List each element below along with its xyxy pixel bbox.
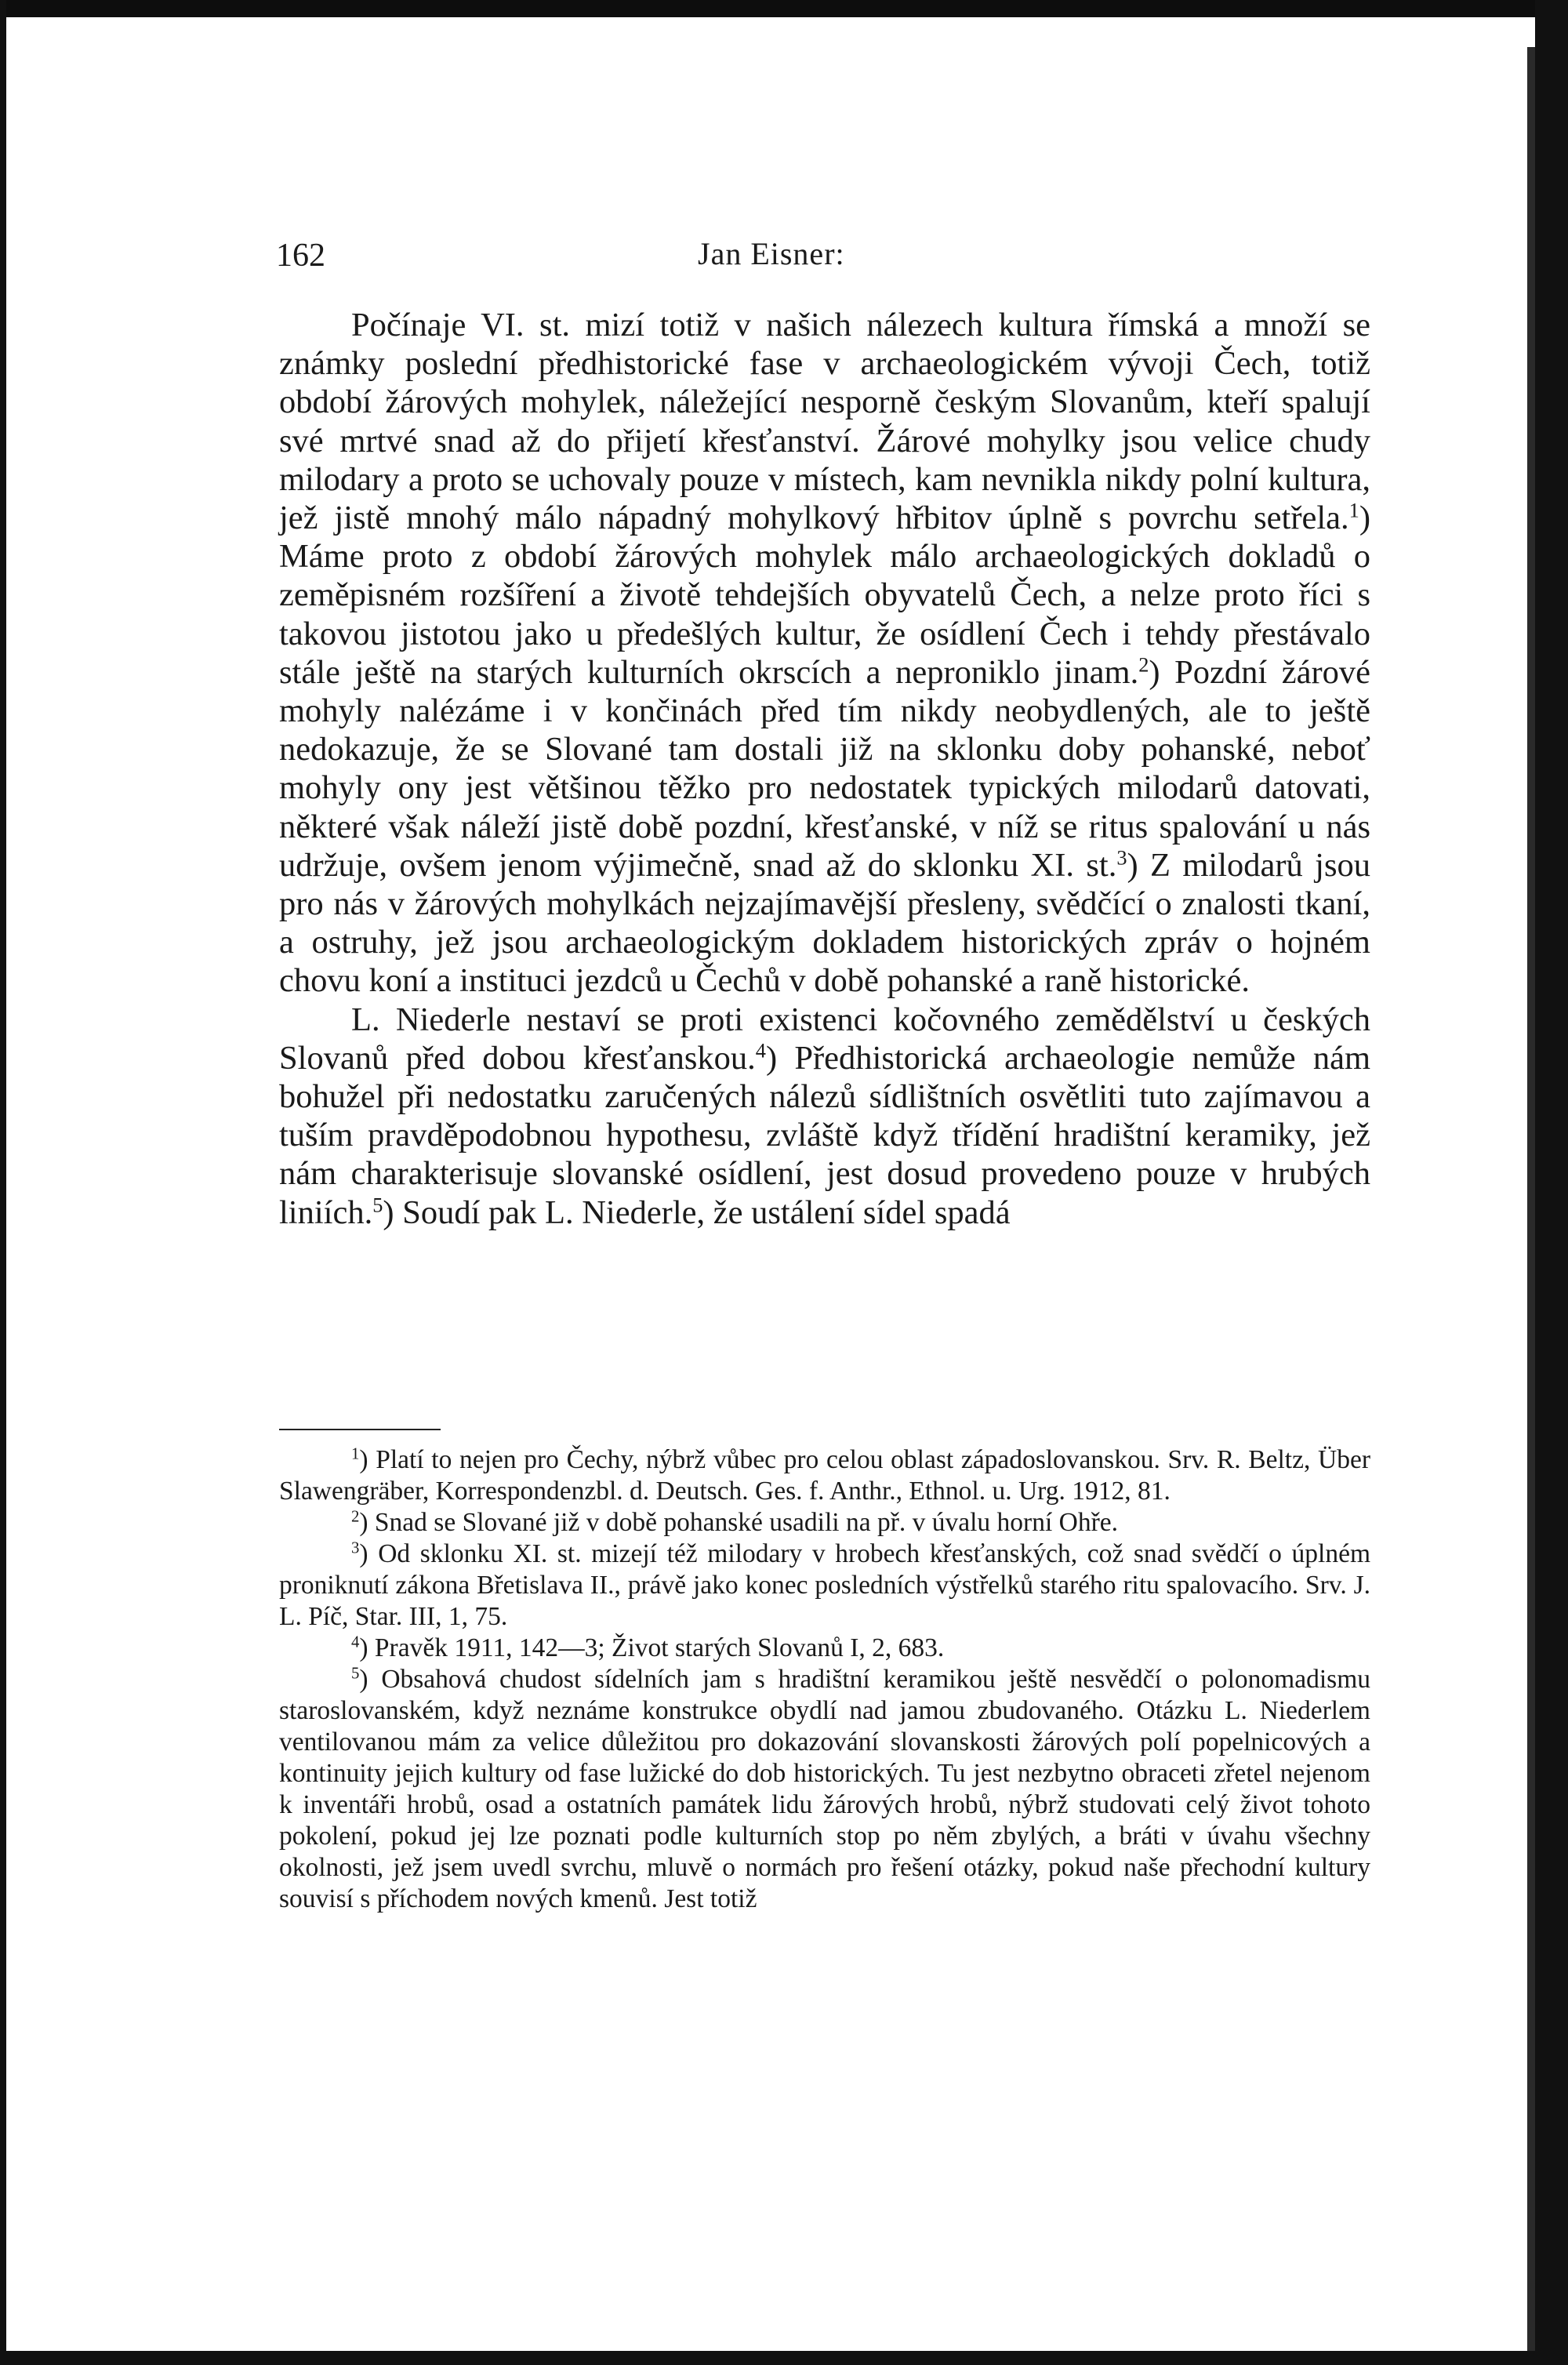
- body-text: [279, 306, 1370, 1232]
- footnote-mark: 3: [351, 1539, 360, 1557]
- paragraph: Počínaje VI. st. mizí totiž v našich nálezech kultura římská a množí se známky poslední předhistorické fase v archaeologickém vývoji Čech, totiž období žárových mohylek, náležející nesporně českým Slovanům, kteří spalují své mrtvé snad až do přijetí křesťanství. Žárové mohylky jsou velice chudy milodary a proto se uchovaly pouze v místech, kam nevnikla nikdy polní kultura, jež jistě mnohý málo nápadný mohylkový hřbitov úplně s povrchu setřela.$^1$) Máme proto z období žárových mohylek málo archaeologických dokladů o zeměpisném rozšíření a životě tehdejších obyvatelů Čech, a nelze proto říci s takovou jistotou jako u předešlých kultur, že osídlení Čech i tehdy přestávalo stále ještě na starých kulturních okrscích a neproniklo jinam.$^2$) Pozdní žárové mohyly nalézáme i v končinách před tím nikdy neobydlených, ale to ještě nedokazuje, že se Slované tam dostali již na sklonku doby pohanské, neboť mohyly ony jest většinou těžko pro nedostatek typických milodarů datovati, některé však náleží jistě době pozdní, křesťanské, v níž se ritus spalování u nás udržuje, ovšem jenom výjimečně, snad až do sklonku XI. st.$^3$) Z milodarů jsou pro nás v žárových mohylkách nejzajímavější přesleny, svědčící o znalosti tkaní, a ostruhy, jež jsou archaeologickým dokladem historických zpráv o hojném chovu koní a instituci jezdců u Čechů v době pohanské a raně historické.: [279, 307, 1371, 1000]
- footnote-text: Od sklonku XI. st. mizejí též milodary v hrobech křesťanských, což snad svědčí o úplném proniknutí zákona Břetislava II., právě jako konec posledních výstřelků starého ritu spalovacího. Srv. J. L. Píč, Star. III, 1, 75.: [279, 1539, 1371, 1631]
- footnote-divider: [279, 1429, 441, 1430]
- footnote: $^3$) Od sklonku XI. st. mizejí též milodary v hrobech křesťanských, což snad svědčí o úplném proniknutí zákona Břetislava II., právě jako konec posledních výstřelků starého ritu spalovacího. Srv. J. L. Píč, Star. III, 1, 75.: [279, 1539, 1371, 1631]
- scan-border-top: [0, 0, 1568, 17]
- footnotes: [279, 1444, 1370, 1915]
- paragraph-text: Máme proto z období žárových mohylek málo archaeologických dokladů o zeměpisném rozšíření a životě tehdejších obyvatelů Čech, a nelze proto říci s takovou jistotou jako u předešlých kultur, že osídlení Čech i tehdy přestávalo stále ještě na starých kulturních okrscích a neproniklo jinam.: [279, 538, 1370, 691]
- footnote: $^1$) Platí to nejen pro Čechy, nýbrž vůbec pro celou oblast západoslovanskou. Srv. R. Beltz, Über Slawengräber, Korrespondenzbl. d. Deutsch. Ges. f. Anthr., Ethnol. u. Urg. 1912, 81.: [279, 1444, 1370, 1506]
- footnote-ref: 2: [1138, 653, 1149, 677]
- paragraph-text: Předhistorická archaeologie nemůže nám bohužel při nedostatku zaručených nálezů sídlištních osvětliti tuto zajímavou a tuším pravděpodobnou hypothesu, zvláště když třídění hradištní keramiky, jež nám charakterisuje slovanské osídlení, jest dosud provedeno pouze v hrubých liniích.: [279, 1039, 1370, 1231]
- footnote-mark: 4: [351, 1633, 360, 1651]
- paragraph-text: Počínaje VI. st. mizí totiž v našich nálezech kultura římská a množí se známky poslední předhistorické fase v archaeologickém vývoji Čech, totiž období žárových mohylek, náležející nesporně českým Slovanům, kteří spalují své mrtvé snad až do přijetí křesťanství. Žárové mohylky jsou velice chudy milodary a proto se uchovaly pouze v místech, kam nevnikla nikdy polní kultura, jež jistě mnohý málo nápadný mohylkový hřbitov úplně s povrchu setřela.: [279, 307, 1370, 537]
- running-head: Jan Eisner:: [698, 236, 845, 271]
- footnote-mark: 5: [351, 1664, 360, 1683]
- footnote-text: Pravěk 1911, 142—3; Život starých Slovanů I, 2, 683.: [374, 1633, 945, 1662]
- paragraph: L. Niederle nestaví se proti existenci kočovného zemědělství u českých Slovanů před dobou křesťanskou.$^4$) Předhistorická archaeologie nemůže nám bohužel při nedostatku zaručených nálezů sídlištních osvětliti tuto zajímavou a tuším pravděpodobnou hypothesu, zvláště když třídění hradištní keramiky, jež nám charakterisuje slovanské osídlení, jest dosud provedeno pouze v hrubých liniích.$^5$) Soudí pak L. Niederle, že ustálení sídel spadá: [279, 1001, 1370, 1231]
- footnote-ref: 1: [1348, 499, 1359, 522]
- footnote-text: Obsahová chudost sídelních jam s hradištní keramikou ještě nesvědčí o polonomadismu staroslovanském, když neznáme konstrukce obydlí nad jamou zbudovaného. Otázku L. Niederlem ventilovanou mám za velice důležitou pro dokazování slovanskosti žárových polí popelnicových a kontinuity jejich kultury od fase lužické do dob historických. Tu jest nezbytno obraceti zřetel nejenom k inventáři hrobů, osad a ostatních památek lidu žárových hrobů, nýbrž studovati celý život tohoto pokolení, pokud jej lze poznati podle kulturních stop po něm zbylých, a bráti v úvahu všechny okolnosti, jež jsem uvedl svrchu, mluvě o normách pro řešení otázky, pokud naše přechodní kultury souvisí s příchodem nových kmenů. Jest totiž: [279, 1665, 1370, 1913]
- scan-border-bottom: [0, 2351, 1568, 2365]
- footnote-ref: 4: [755, 1039, 766, 1063]
- paragraph-text: Soudí pak L. Niederle, že ustálení sídel spadá: [402, 1193, 1011, 1231]
- footnote-mark: 2: [351, 1507, 360, 1526]
- page-number: 162: [276, 238, 325, 274]
- scan-border-right: [1535, 0, 1568, 2365]
- footnote-mark: 1: [351, 1444, 360, 1463]
- footnote: $^2$) Snad se Slované již v době pohanské usadili na př. v úvalu horní Ohře.: [351, 1507, 1118, 1537]
- footnote: $^4$) Pravěk 1911, 142—3; Život starých Slovanů I, 2, 683.: [351, 1633, 945, 1662]
- footnote-ref: 5: [372, 1193, 383, 1217]
- paragraph-text: Pozdní žárové mohyly nalézáme i v končinách před tím nikdy neobydlených, ale to ještě nedokazuje, že se Slované tam dostali již na sklonku doby pohanské, neboť mohyly ony jest většinou těžko pro nedostatek typických milodarů datovati, některé však náleží jistě době pozdní, křesťanské, v níž se ritus spalování u nás udržuje, ovšem jenom výjimečně, snad až do sklonku XI. st.: [279, 653, 1370, 884]
- scan-border-right-shadow: [1527, 47, 1535, 2360]
- paragraph-text: L. Niederle nestaví se proti existenci kočovného zemědělství u českých Slovanů před dobou křesťanskou.: [279, 1001, 1370, 1077]
- footnote-text: Platí to nejen pro Čechy, nýbrž vůbec pro celou oblast západoslovanskou. Srv. R. Beltz, Über Slawengräber, Korrespondenzbl. d. Deutsch. Ges. f. Anthr., Ethnol. u. Urg. 1912, 81.: [279, 1445, 1370, 1506]
- scan-border-left: [0, 0, 6, 2365]
- footnote-ref: 3: [1116, 846, 1127, 870]
- paragraph-text: Z milodarů jsou pro nás v žárových mohylkách nejzajímavější přesleny, svědčící o znalosti tkaní, a ostruhy, jež jsou archaeologickým dokladem historických zpráv o hojném chovu koní a instituci jezdců u Čechů v době pohanské a raně historické.: [279, 846, 1371, 1000]
- footnote-text: Snad se Slované již v době pohanské usadili na př. v úvalu horní Ohře.: [374, 1508, 1118, 1537]
- footnote: $^5$) Obsahová chudost sídelních jam s hradištní keramikou ještě nesvědčí o polonomadismu staroslovanském, když neznáme konstrukce obydlí nad jamou zbudovaného. Otázku L. Niederlem ventilovanou mám za velice důležitou pro dokazování slovanskosti žárových polí popelnicových a kontinuity jejich kultury od fase lužické do dob historických. Tu jest nezbytno obraceti zřetel nejenom k inventáři hrobů, osad a ostatních památek lidu žárových hrobů, nýbrž studovati celý život tohoto pokolení, pokud jej lze poznati podle kulturních stop po něm zbylých, a bráti v úvahu všechny okolnosti, jež jsem uvedl svrchu, mluvě o normách pro řešení otázky, pokud naše přechodní kultury souvisí s příchodem nových kmenů. Jest totiž: [279, 1664, 1370, 1913]
